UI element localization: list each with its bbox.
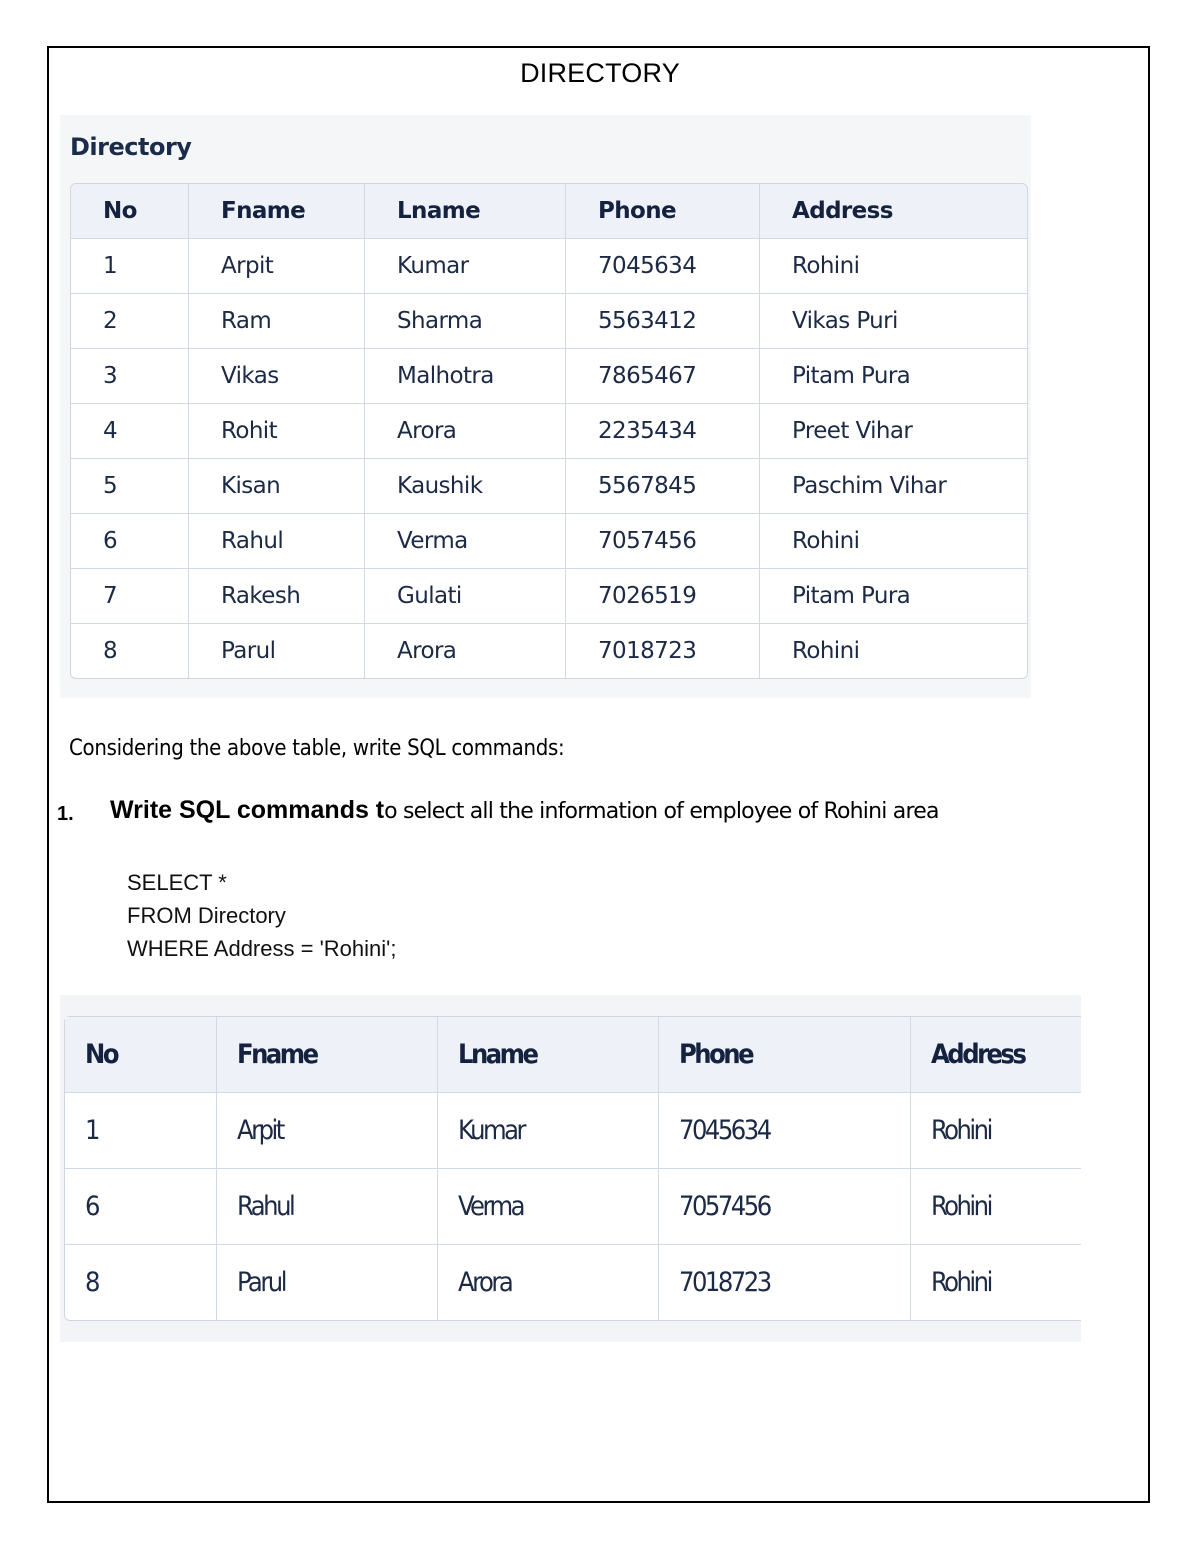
result-table [64,1016,1081,1321]
cell-phone: 7057456 [566,514,760,569]
cell-no: 7 [71,569,189,624]
header-lname: Lname [438,1017,659,1093]
cell-phone: 7045634 [566,239,760,294]
sql-answer [127,866,396,965]
cell-lname: Gulati [365,569,566,624]
table-row [71,239,1027,294]
header-address: Address [911,1017,1081,1093]
cell-lname: Arora [365,624,566,678]
cell-phone: 2235434 [566,404,760,459]
cell-no: 6 [65,1169,217,1245]
table-row [65,1093,1081,1169]
table-row [65,1245,1081,1320]
cell-phone: 7057456 [659,1169,911,1245]
cell-no: 3 [71,349,189,404]
cell-no: 5 [71,459,189,514]
cell-address: Vikas Puri [760,294,1027,349]
table-row [71,624,1027,678]
cell-fname: Kisan [189,459,365,514]
table-row [71,514,1027,569]
cell-fname: Arpit [189,239,365,294]
cell-address: Preet Vihar [760,404,1027,459]
cell-fname: Parul [189,624,365,678]
cell-fname: Rakesh [189,569,365,624]
header-no: No [65,1017,217,1093]
cell-no: 6 [71,514,189,569]
cell-fname: Parul [217,1245,438,1320]
sql-line: FROM Directory [127,903,286,928]
cell-lname: Sharma [365,294,566,349]
cell-no: 8 [65,1245,217,1320]
table-header-row [65,1017,1081,1093]
cell-address: Rohini [760,514,1027,569]
cell-fname: Rahul [217,1169,438,1245]
table-header-row [71,184,1027,239]
cell-no: 1 [65,1093,217,1169]
cell-address: Rohini [760,239,1027,294]
sql-line: SELECT * [127,870,227,895]
table-row [71,459,1027,514]
cell-no: 8 [71,624,189,678]
table-row [71,294,1027,349]
cell-lname: Kaushik [365,459,566,514]
cell-no: 4 [71,404,189,459]
question-bold-text: Write SQL commands t [110,796,385,824]
header-phone: Phone [566,184,760,239]
cell-address: Paschim Vihar [760,459,1027,514]
cell-phone: 7865467 [566,349,760,404]
cell-address: Rohini [931,1267,991,1298]
header-address: Address [760,184,1027,239]
cell-phone: 7026519 [566,569,760,624]
question-prompt: Considering the above table, write SQL commands: [69,736,565,761]
directory-screenshot-panel [60,115,1031,698]
cell-fname: Rahul [189,514,365,569]
cell-no: 1 [71,239,189,294]
cell-fname: Rohit [189,404,365,459]
cell-lname: Kumar [438,1093,659,1169]
cell-lname: Arora [438,1245,659,1320]
header-fname: Fname [217,1017,438,1093]
cell-lname: Malhotra [365,349,566,404]
cell-fname: Arpit [217,1093,438,1169]
cell-no: 2 [71,294,189,349]
directory-table [70,183,1028,679]
header-lname: Lname [365,184,566,239]
cell-address: Rohini [911,1169,1081,1245]
table-row [71,404,1027,459]
cell-fname: Ram [189,294,365,349]
header-phone: Phone [659,1017,911,1093]
cell-address: Rohini [792,638,860,664]
cell-phone: 7018723 [659,1245,911,1320]
question-number: 1. [57,803,74,825]
cell-address: Pitam Pura [760,569,1027,624]
cell-address: Rohini [911,1093,1081,1169]
table-row [71,349,1027,404]
directory-caption: Directory [70,133,192,161]
cell-phone: 7045634 [659,1093,911,1169]
cell-lname: Kumar [365,239,566,294]
cell-lname: Arora [365,404,566,459]
header-no: No [71,184,189,239]
header-fname: Fname [189,184,365,239]
cell-fname: Vikas [189,349,365,404]
sql-line: WHERE Address = 'Rohini'; [127,936,397,961]
cell-phone: 5563412 [566,294,760,349]
document-title: DIRECTORY [520,58,680,88]
result-screenshot-panel [60,995,1081,1342]
table-row [71,569,1027,624]
question-rest-text: o select all the information of employee of Rohini area [384,799,939,824]
cell-phone: 5567845 [566,459,760,514]
cell-lname: Verma [438,1169,659,1245]
cell-phone: 7018723 [566,624,760,678]
question-text [110,796,939,825]
cell-lname: Verma [365,514,566,569]
table-row [65,1169,1081,1245]
cell-address: Pitam Pura [760,349,1027,404]
